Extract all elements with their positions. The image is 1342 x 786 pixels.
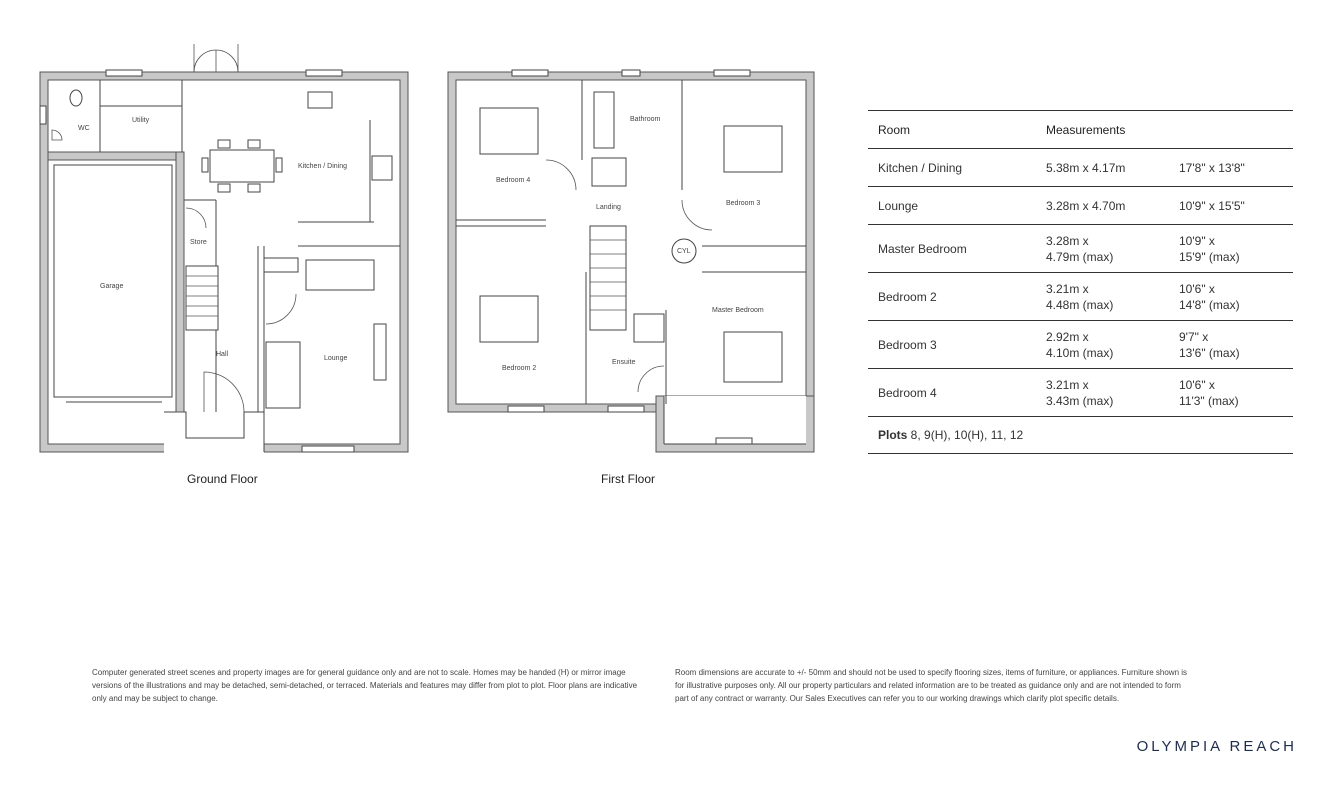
first-floor-plan <box>446 40 818 460</box>
room-label-store: Store <box>190 239 207 246</box>
room-metric <box>1036 369 1169 417</box>
room-label-garage: Garage <box>100 283 124 290</box>
room-name: Kitchen / Dining <box>868 149 1036 187</box>
room-metric <box>1036 225 1169 273</box>
room-label-bedroom-2: Bedroom 2 <box>502 365 537 372</box>
plots-cell <box>868 417 1293 454</box>
plots-value: 8, 9(H), 10(H), 11, 12 <box>907 428 1024 442</box>
room-label-bedroom-3: Bedroom 3 <box>726 200 761 207</box>
metric-line-1: 3.21m x <box>1046 281 1089 296</box>
room-label-lounge: Lounge <box>324 355 348 362</box>
disclaimer-right: Room dimensions are accurate to +/- 50mm and should not be used to specify flooring sizes, items of furniture, or appliances. Furniture shown is for illustrative purposes only. All our property particulars and related information are to be treated as guidance only and are not intended to form part of any contract or warranty. Our Sales Executives can refer you to our working drawings which clarify plot specific details. <box>675 668 1188 703</box>
imperial-line-2: 11'3" (max) <box>1179 393 1239 408</box>
room-imperial <box>1169 369 1293 417</box>
room-imperial <box>1169 225 1293 273</box>
room-label-landing: Landing <box>596 204 621 211</box>
table-row <box>868 149 1293 187</box>
header-room: Room <box>868 111 1036 149</box>
room-metric <box>1036 273 1169 321</box>
ground-floor-plan <box>36 40 416 460</box>
metric-line-2: 4.48m (max) <box>1046 297 1114 312</box>
room-metric: 3.28m x 4.70m <box>1036 187 1169 225</box>
room-label-bathroom: Bathroom <box>630 116 661 123</box>
room-label-bedroom-4: Bedroom 4 <box>496 177 531 184</box>
room-label-master-bedroom: Master Bedroom <box>712 307 764 314</box>
first-floor-caption: First Floor <box>601 472 655 486</box>
imperial-line-1: 9'7" x <box>1179 329 1209 344</box>
table-row <box>868 273 1293 321</box>
room-name: Lounge <box>868 187 1036 225</box>
metric-line-1: 2.92m x <box>1046 329 1089 344</box>
room-name: Bedroom 3 <box>868 321 1036 369</box>
room-measurements-table <box>868 110 1293 454</box>
room-metric <box>1036 321 1169 369</box>
room-imperial <box>1169 273 1293 321</box>
ground-floor-caption: Ground Floor <box>187 472 258 486</box>
header-measurements: Measurements <box>1036 111 1169 149</box>
table-row <box>868 225 1293 273</box>
plots-label: Plots <box>878 428 908 442</box>
room-label-ensuite: Ensuite <box>612 359 636 366</box>
room-name: Bedroom 2 <box>868 273 1036 321</box>
room-label-kitchen-dining: Kitchen / Dining <box>298 163 348 170</box>
imperial-line-2: 13'6" (max) <box>1179 345 1240 360</box>
metric-line-2: 4.79m (max) <box>1046 249 1114 264</box>
imperial-line-1: 10'9" x <box>1179 233 1215 248</box>
header-empty <box>1169 111 1293 149</box>
imperial-line-1: 10'6" x <box>1179 281 1215 296</box>
plots-row <box>868 417 1293 454</box>
table-row <box>868 187 1293 225</box>
room-label-cyl: CYL <box>677 248 691 255</box>
room-label-wc: WC <box>78 125 90 132</box>
room-name: Bedroom 4 <box>868 369 1036 417</box>
imperial-line-1: 10'6" x <box>1179 377 1215 392</box>
brand-logo-text: OLYMPIA REACH <box>1136 738 1297 755</box>
room-metric: 5.38m x 4.17m <box>1036 149 1169 187</box>
imperial-line-2: 14'8" (max) <box>1179 297 1240 312</box>
room-label-utility: Utility <box>132 117 150 124</box>
table-row <box>868 321 1293 369</box>
room-imperial <box>1169 321 1293 369</box>
metric-line-2: 4.10m (max) <box>1046 345 1114 360</box>
imperial-line-2: 15'9" (max) <box>1179 249 1240 264</box>
room-name: Master Bedroom <box>868 225 1036 273</box>
room-imperial: 17'8" x 13'8" <box>1169 149 1293 187</box>
metric-line-1: 3.28m x <box>1046 233 1089 248</box>
disclaimer-left: Computer generated street scenes and property images are for general guidance only and are not to scale. Homes may be handed (H) or mirror image versions of the illustrations and may be detached, semi-detached, or terraced. Materials and features may differ from plot to plot. Floor plans are indicative only and may be subject to change. <box>92 668 638 703</box>
metric-line-2: 3.43m (max) <box>1046 393 1114 408</box>
table-header-row <box>868 111 1293 149</box>
room-imperial: 10'9" x 15'5" <box>1169 187 1293 225</box>
table-row <box>868 369 1293 417</box>
room-label-hall: Hall <box>216 351 229 358</box>
metric-line-1: 3.21m x <box>1046 377 1089 392</box>
